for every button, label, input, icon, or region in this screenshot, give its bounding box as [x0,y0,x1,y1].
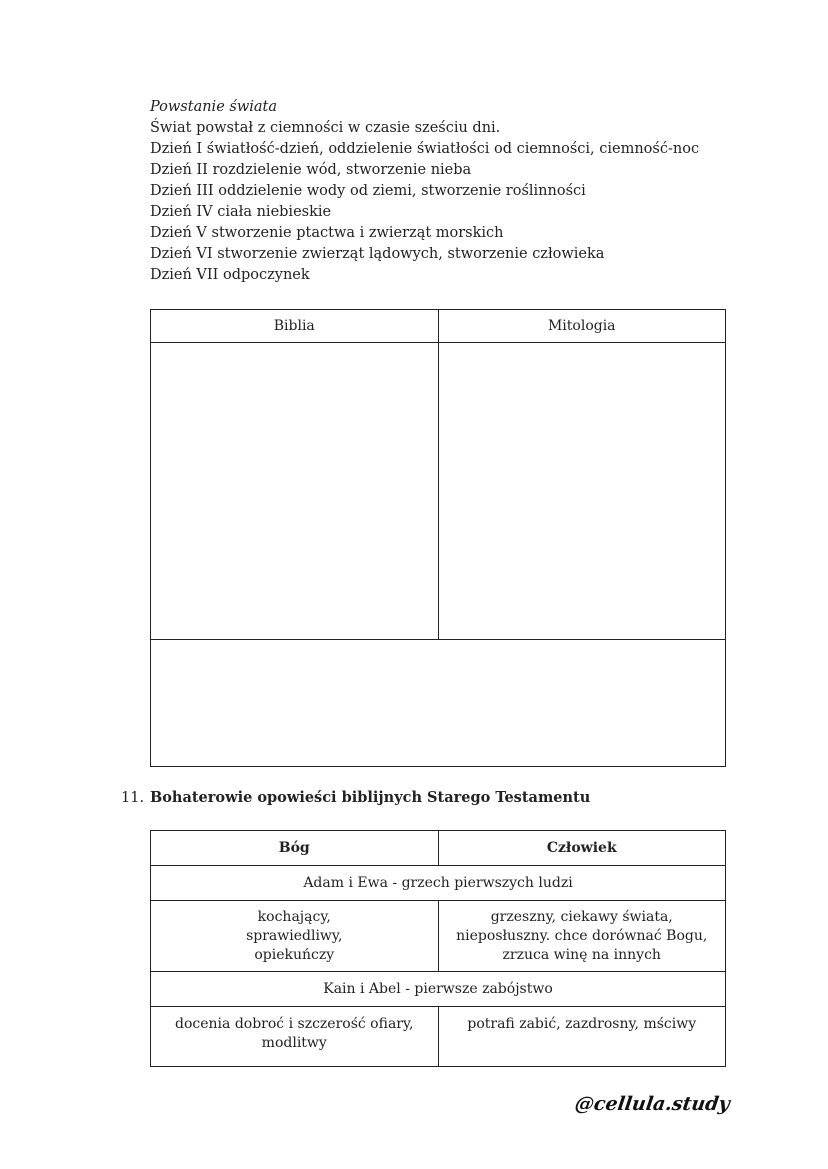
bible-cell [151,343,439,640]
heroes-table [150,830,726,1067]
day-line: Dzień IV ciała niebieskie [150,204,332,220]
human-traits [438,1007,726,1067]
trait-line: opiekuńczy [254,946,335,963]
trait-line: grzeszny, ciekawy świata, [490,908,673,925]
bible-mythology-table [150,309,726,767]
day-line: Dzień V stworzenie ptactwa i zwierząt morskich [150,225,504,241]
header-human: Człowiek [438,831,726,866]
creation-section [150,97,750,286]
trait-line: potrafi zabić, zazdrosny, mściwy [467,1016,697,1032]
god-traits [151,1007,439,1067]
story-title: Kain i Abel - pierwsze zabójstwo [151,972,726,1007]
summary-cell [151,640,726,767]
day-line: Dzień III oddzielenie wody od ziemi, stworzenie roślinności [150,183,586,199]
creation-title: Powstanie świata [150,99,277,115]
trait-line: nieposłuszny. chce dorównać Bogu, [456,927,708,944]
mythology-cell [438,343,726,640]
section-title: Bohaterowie opowieści biblijnych Starego Testamentu [150,789,591,806]
trait-line: sprawiedliwy, [246,927,343,944]
day-line: Dzień I światłość-dzień, oddzielenie światłości od ciemności, ciemność-noc [150,141,700,157]
trait-line: zrzuca winę na innych [502,946,661,963]
creation-intro: Świat powstał z ciemności w czasie sześciu dni. [150,120,501,136]
header-mythology: Mitologia [438,310,726,343]
human-traits [438,901,726,972]
section-number: 11. [121,790,145,806]
trait-line: docenia dobroć i szczerość ofiary, [175,1016,414,1032]
trait-line: kochający, [257,908,331,925]
story-title: Adam i Ewa - grzech pierwszych ludzi [151,866,726,901]
day-line: Dzień II rozdzielenie wód, stworzenie nieba [150,162,472,178]
trait-line: modlitwy [261,1035,327,1051]
section-11-heading [121,789,590,806]
day-line: Dzień VI stworzenie zwierząt lądowych, stworzenie człowieka [150,246,605,262]
god-traits [151,901,439,972]
watermark: @cellula.study [573,1093,732,1115]
header-god: Bóg [151,831,439,866]
header-bible: Biblia [151,310,439,343]
day-line: Dzień VII odpoczynek [150,267,310,283]
